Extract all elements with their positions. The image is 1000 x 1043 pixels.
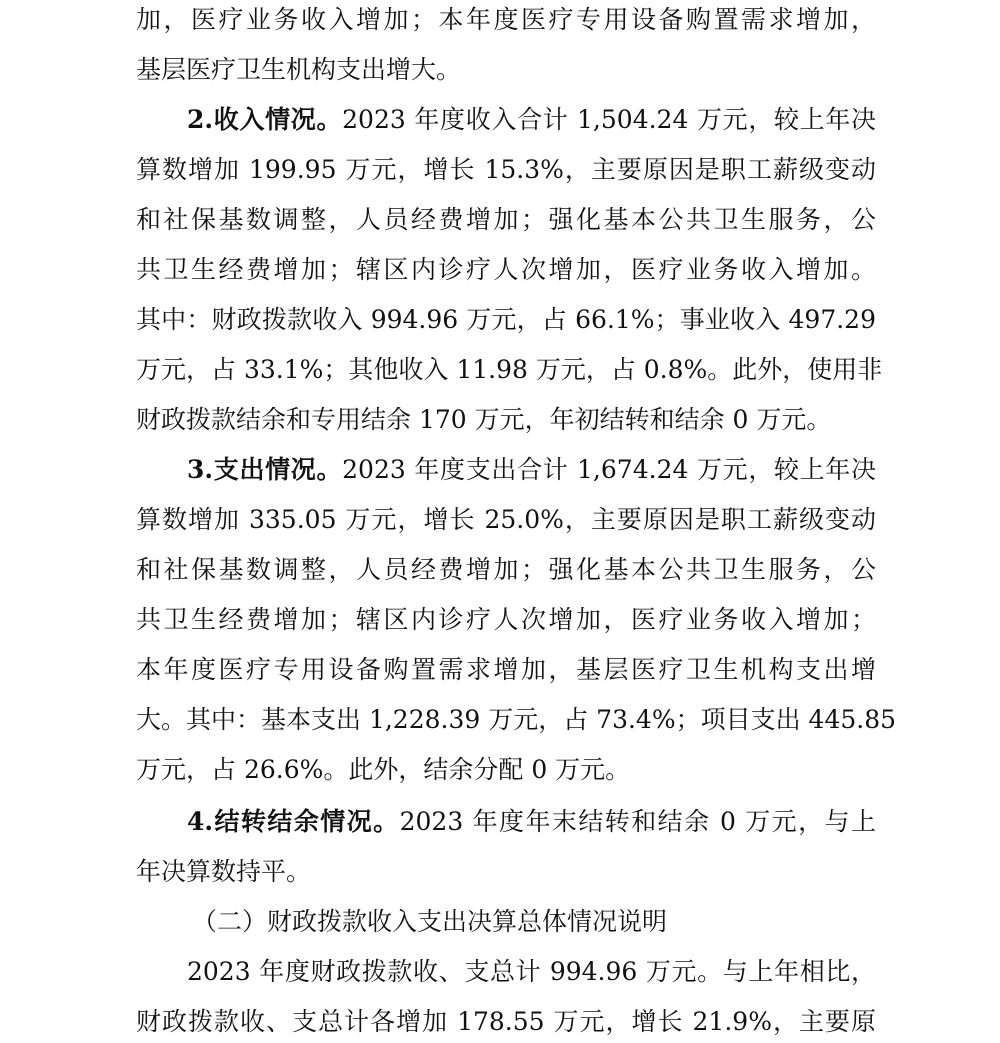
paragraph-line: 算数增加 335.05 万元，增长 25.0%，主要原因是职工薪级变动	[136, 505, 876, 534]
expenditure-heading-line	[187, 452, 876, 488]
paragraph-line: 共卫生经费增加；辖区内诊疗人次增加，医疗业务收入增加；	[136, 605, 876, 634]
paragraph-line: 财政拨款收、支总计各增加 178.55 万元，增长 21.9%，主要原	[136, 1007, 876, 1036]
paragraph-line: 万元，占 33.1%；其他收入 11.98 万元，占 0.8%。此外，使用非	[136, 355, 883, 384]
paragraph-line: 年决算数持平。	[136, 857, 312, 886]
expenditure-heading: 3.支出情况。	[187, 455, 343, 484]
paragraph-line: 财政拨款结余和专用结余 170 万元，年初结转和结余 0 万元。	[136, 405, 832, 434]
income-heading-line	[187, 102, 876, 138]
paragraph-line: 万元，占 26.6%。此外，结余分配 0 万元。	[136, 755, 631, 784]
income-heading: 2.收入情况。	[187, 105, 343, 134]
paragraph-line: 共卫生经费增加；辖区内诊疗人次增加，医疗业务收入增加。	[136, 255, 876, 284]
paragraph-line: 大。其中：基本支出 1,228.39 万元，占 73.4%；项目支出 445.85	[136, 705, 897, 734]
paragraph-line: 本年度医疗专用设备购置需求增加，基层医疗卫生机构支出增	[136, 655, 876, 684]
paragraph-line: 其中：财政拨款收入 994.96 万元，占 66.1%；事业收入 497.29	[136, 305, 876, 334]
paragraph-line: 基层医疗卫生机构支出增大。	[136, 55, 462, 84]
carryover-heading-line	[187, 804, 876, 840]
carryover-heading: 4.结转结余情况。	[187, 807, 400, 836]
paragraph-line: 算数增加 199.95 万元，增长 15.3%，主要原因是职工薪级变动	[136, 155, 876, 184]
paragraph-text: 2023 年度收入合计 1,504.24 万元，较上年决	[342, 105, 877, 134]
paragraph-line: 和社保基数调整，人员经费增加；强化基本公共卫生服务，公	[136, 555, 876, 584]
paragraph-text: 2023 年度支出合计 1,674.24 万元，较上年决	[342, 455, 877, 484]
section-heading: （二）财政拨款收入支出决算总体情况说明	[192, 907, 668, 936]
paragraph-line: 和社保基数调整，人员经费增加；强化基本公共卫生服务，公	[136, 205, 876, 234]
paragraph-line: 加，医疗业务收入增加；本年度医疗专用设备购置需求增加，	[136, 5, 876, 34]
paragraph-text: 2023 年度年末结转和结余 0 万元，与上	[399, 807, 876, 836]
paragraph-line: 2023 年度财政拨款收、支总计 994.96 万元。与上年相比，	[187, 957, 876, 986]
